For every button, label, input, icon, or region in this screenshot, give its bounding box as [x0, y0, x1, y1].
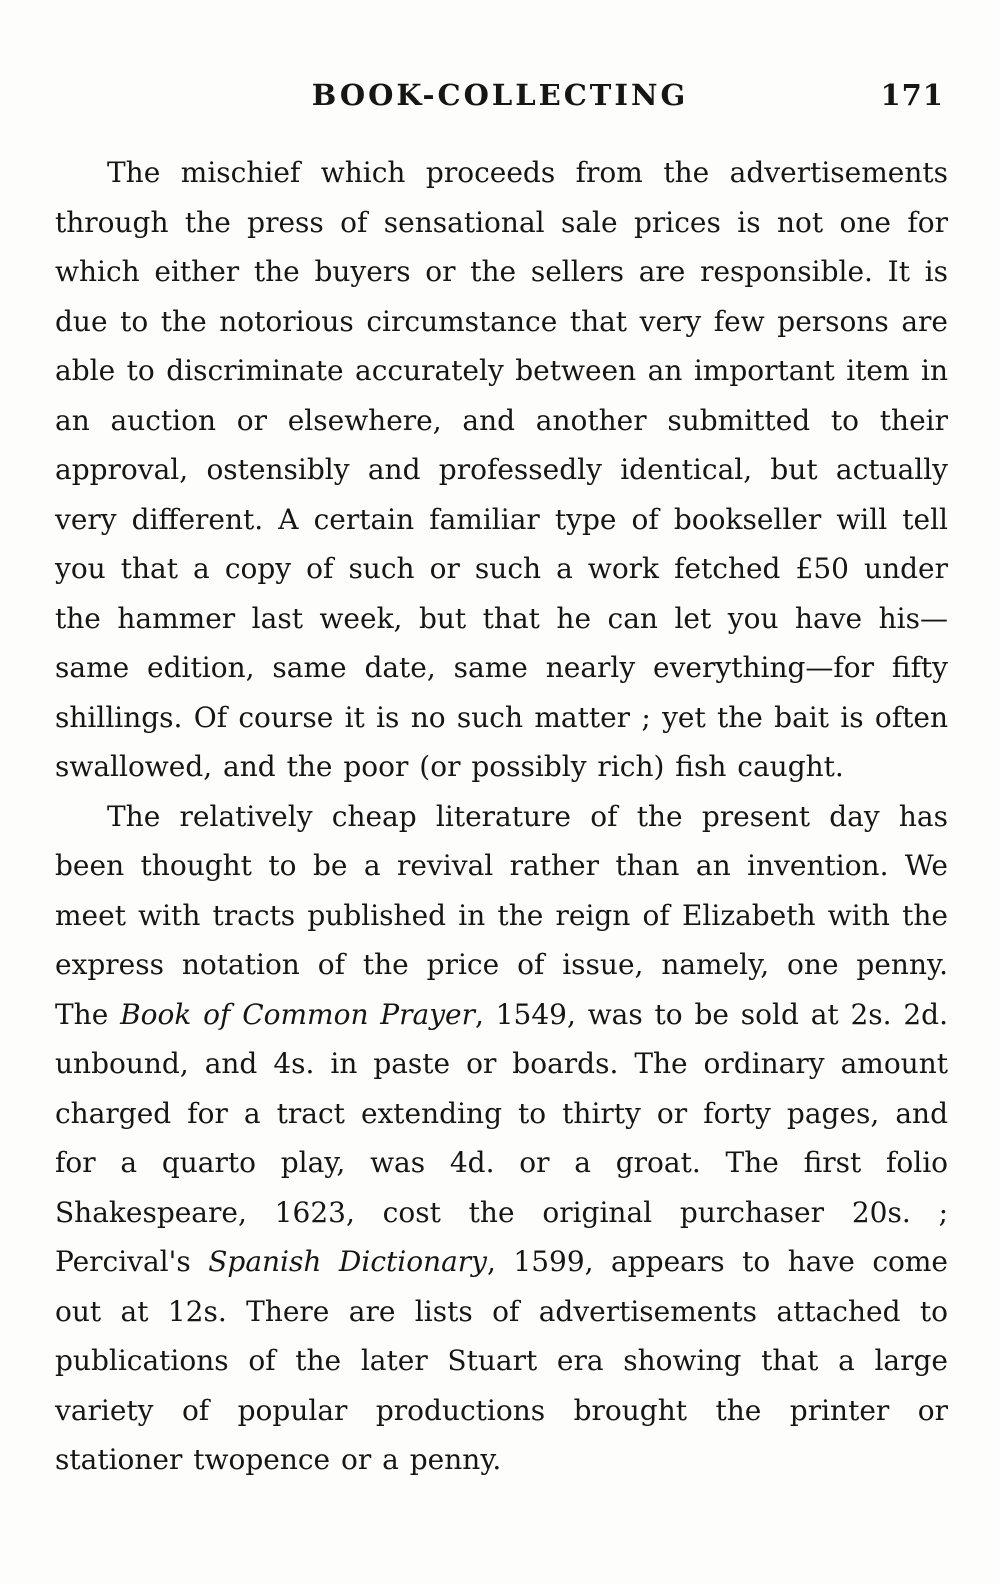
- running-header: [0, 0, 1000, 112]
- header-title: BOOK-COLLECTING: [311, 78, 689, 112]
- page-text: [55, 148, 948, 1485]
- paragraph-1-text: The mischief which proceeds from the advertisements through the press of sensational sale prices is not one for which either the buyers or the sellers are responsible. It is due to the notorious circumstance that very few persons are able to discriminate accurately between an important item in an auction or elsewhere, and another submitted to their approval, ostensibly and professedly identical, but actually very different. A certain familiar type of bookseller will tell you that a copy of such or such a work fetched £50 under the hammer last week, but that he can let you have his—same edition, same date, same nearly everything—for fifty shillings. Of course it is no such matter ; yet the bait is often swallowed, and the poor (or possibly rich) fish caught.: [55, 156, 948, 783]
- paragraph-2-text-c: , 1599, appears to have come out at 12s. There are lists of advertisements attached to publications of the later Stuart era showing that a large variety of popular productions brought the printer or stationer twopence or a penny.: [55, 1245, 949, 1476]
- paragraph-2-text-b: , 1549, was to be sold at 2s. 2d. unbound, and 4s. in paste or boards. The ordinary amount charged for a tract extending to thirty or forty pages, and for a quarto play, was 4d. or a groat. The first folio Shakespeare, 1623, cost the original purchaser 20s. ; Percival's: [55, 997, 948, 1278]
- paragraph-1: [55, 148, 948, 792]
- paragraph-2: [55, 792, 948, 1485]
- paragraph-2-text-a: The relatively cheap literature of the present day has been thought to be a revival rather than an invention. We meet with tracts published in the reign of Elizabeth with the express notation of the price of issue, namely, one penny. The: [55, 799, 948, 1031]
- page-number: 171: [880, 78, 944, 112]
- book-title-spanish-dictionary: Spanish Dictionary: [208, 1245, 487, 1278]
- book-title-common-prayer: Book of Common Prayer: [120, 997, 475, 1031]
